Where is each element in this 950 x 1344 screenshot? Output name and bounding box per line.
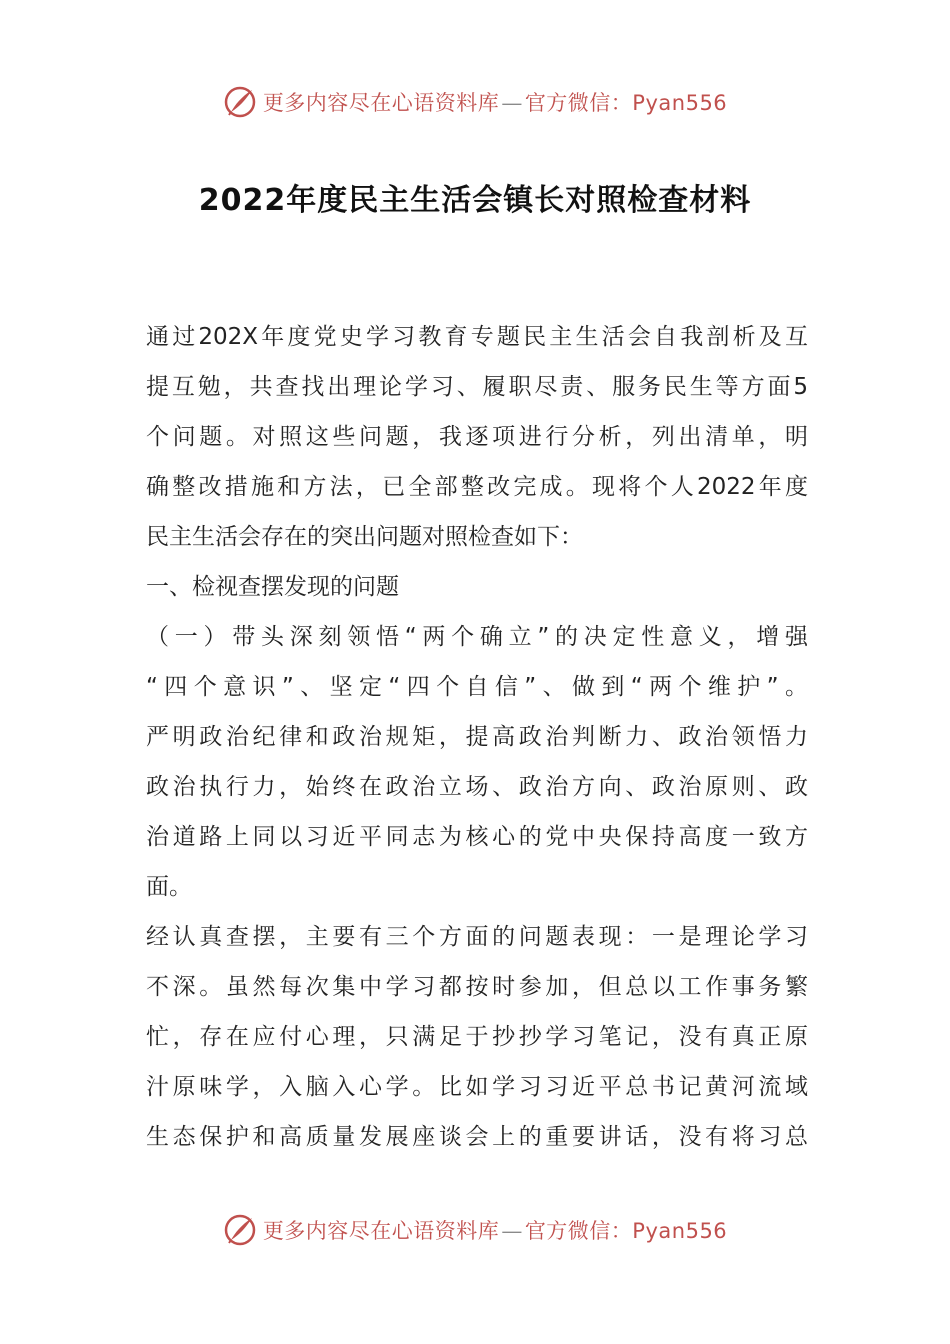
body-line: 治道路上同以习近平同志为核心的党中央保持高度一致方 xyxy=(146,824,808,850)
body-line: 汁原味学，入脑入心学。比如学习习近平总书记黄河流域 xyxy=(146,1074,808,1100)
body-line: 确整改措施和方法，已全部整改完成。现将个人2022年度 xyxy=(146,474,808,500)
banner-dash: — xyxy=(501,91,523,115)
body-line: 不深。虽然每次集中学习都按时参加，但总以工作事务繁 xyxy=(146,974,808,1000)
body-line: 忙，存在应付心理，只满足于抄抄学习笔记，没有真正原 xyxy=(146,1024,808,1050)
body-line: 政治执行力，始终在政治立场、政治方向、政治原则、政 xyxy=(146,774,808,800)
footer-banner xyxy=(0,1210,950,1250)
quill-logo-icon xyxy=(223,1213,257,1247)
header-banner xyxy=(0,82,950,122)
banner-wechat: 官方微信：Pyan556 xyxy=(524,91,728,115)
body-line: 民主生活会存在的突出问题对照检查如下： xyxy=(146,524,583,550)
body-line: “四个意识”、坚定“四个自信”、做到“两个维护”。 xyxy=(146,674,808,700)
banner-dash: — xyxy=(501,1219,523,1243)
body-line: 面。 xyxy=(146,874,192,900)
document-title: 2022年度民主生活会镇长对照检查材料 xyxy=(198,183,752,218)
body-line: 通过202X年度党史学习教育专题民主生活会自我剖析及互 xyxy=(146,324,808,350)
quill-logo-icon xyxy=(223,85,257,119)
body-line: 个问题。对照这些问题，我逐项进行分析，列出清单，明 xyxy=(146,424,808,450)
body-line: 提互勉，共查找出理论学习、履职尽责、服务民生等方面5 xyxy=(146,374,808,400)
section-heading: 一、检视查摆发现的问题 xyxy=(146,574,399,600)
banner-main-text: 更多内容尽在心语资料库 xyxy=(262,91,500,115)
banner-text xyxy=(263,87,727,117)
body-line: 经认真查摆，主要有三个方面的问题表现：一是理论学习 xyxy=(146,924,808,950)
body-line: 严明政治纪律和政治规矩，提高政治判断力、政治领悟力 xyxy=(146,724,808,750)
banner-wechat: 官方微信：Pyan556 xyxy=(524,1219,728,1243)
banner-main-text: 更多内容尽在心语资料库 xyxy=(262,1219,500,1243)
banner-text xyxy=(263,1215,727,1245)
document-body xyxy=(146,312,808,1162)
body-line: （一）带头深刻领悟“两个确立”的决定性意义，增强 xyxy=(146,624,808,650)
body-line: 生态保护和高质量发展座谈会上的重要讲话，没有将习总 xyxy=(146,1124,808,1150)
